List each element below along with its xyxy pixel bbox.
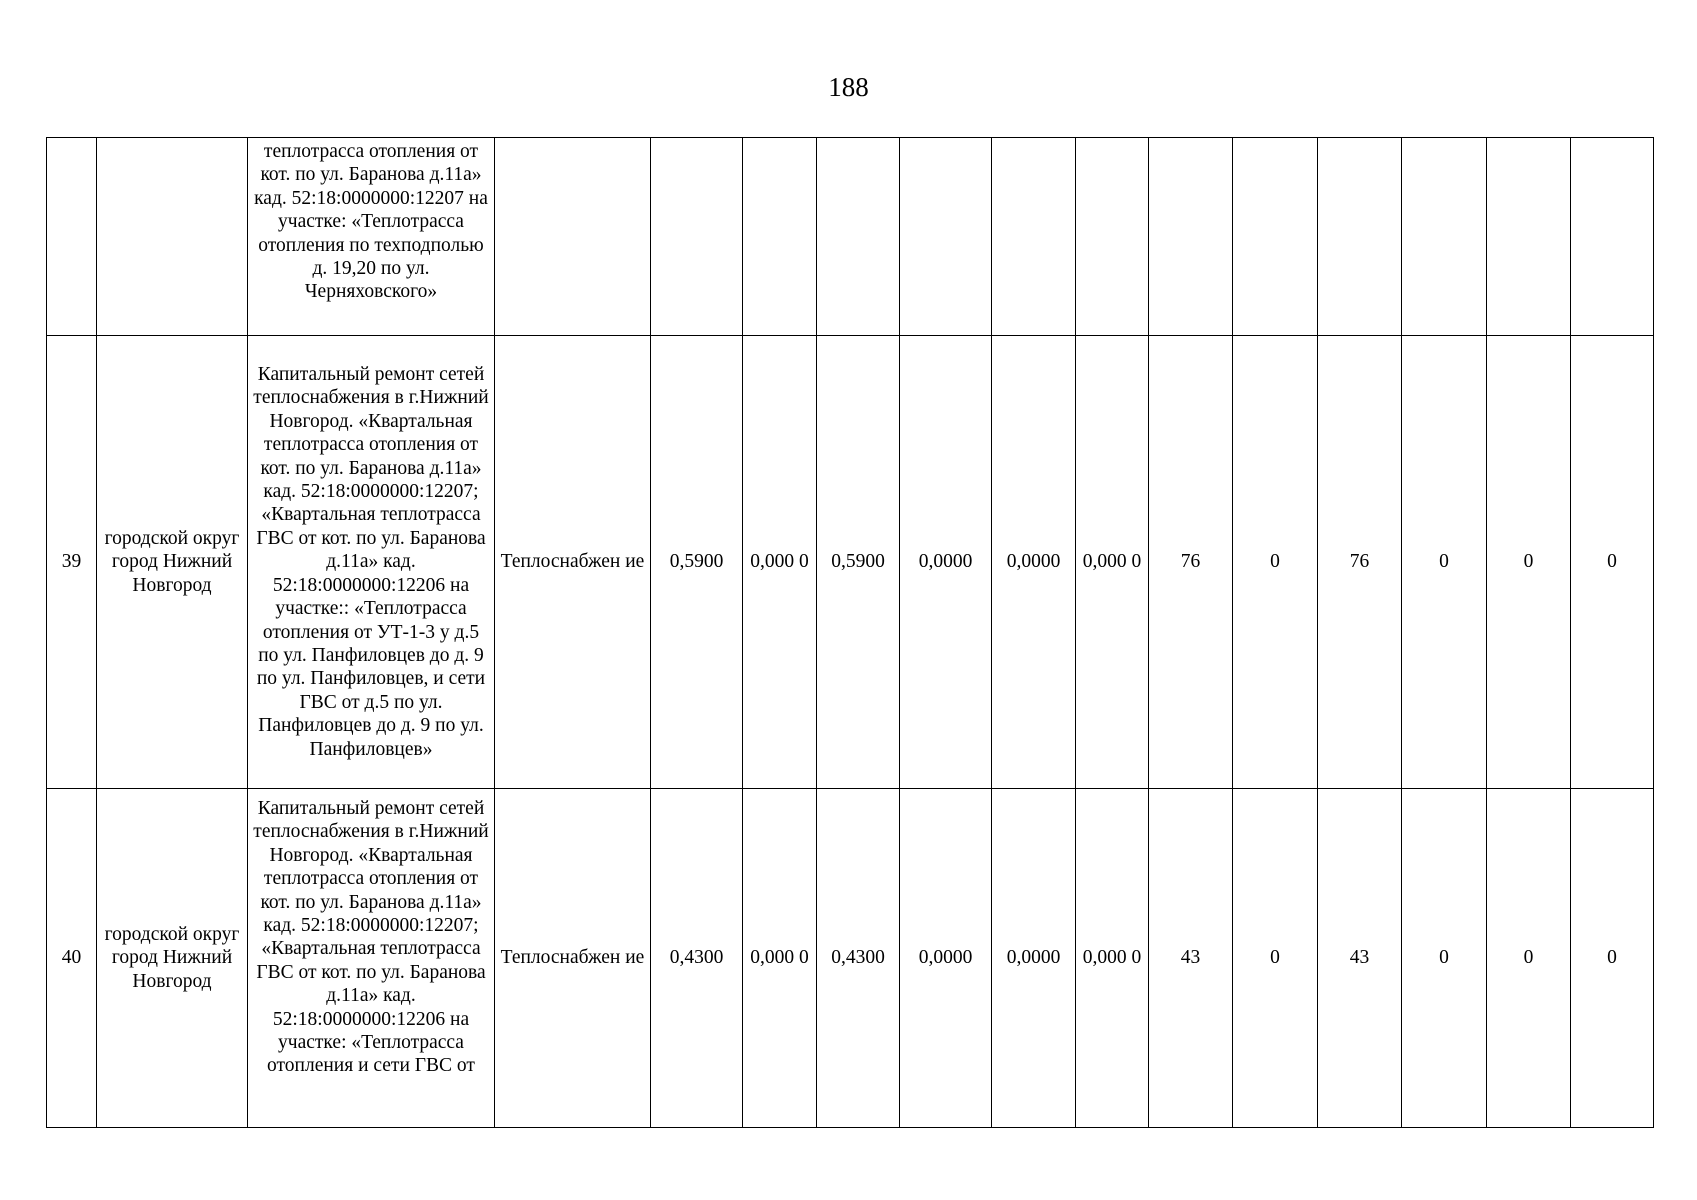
value-cell: 0,000 0 — [743, 336, 817, 789]
value-cell: 0 — [1402, 336, 1487, 789]
table-row — [47, 789, 1654, 1128]
value-cell: 0 — [1233, 789, 1318, 1128]
value-cell — [1318, 138, 1402, 336]
municipality-cell: городской округ город Нижний Новгород — [97, 336, 248, 789]
row-number-cell: 39 — [47, 336, 97, 789]
value-cell: 76 — [1149, 336, 1233, 789]
data-table — [46, 137, 1654, 1128]
value-cell: 43 — [1149, 789, 1233, 1128]
description-cell: теплотрасса отопления от кот. по ул. Баранова д.11а» кад. 52:18:0000000:12207 на участке: «Теплотрасса отопления по техподполью д. 19,20 по ул. Черняховского» — [248, 138, 495, 336]
resource-cell — [495, 138, 651, 336]
value-cell: 76 — [1318, 336, 1402, 789]
resource-cell: Теплоснабжен ие — [495, 789, 651, 1128]
resource-cell: Теплоснабжен ие — [495, 336, 651, 789]
value-cell — [900, 138, 992, 336]
value-cell — [1076, 138, 1149, 336]
value-cell — [1487, 138, 1571, 336]
value-cell — [1149, 138, 1233, 336]
value-cell — [651, 138, 743, 336]
value-cell: 0 — [1233, 336, 1318, 789]
municipality-cell — [97, 138, 248, 336]
table-row — [47, 336, 1654, 789]
value-cell: 0 — [1487, 336, 1571, 789]
value-cell: 0,5900 — [651, 336, 743, 789]
description-cell: Капитальный ремонт сетей теплоснабжения в г.Нижний Новгород. «Квартальная теплотрасса отопления от кот. по ул. Баранова д.11а» кад. 52:18:0000000:12207; «Квартальная теплотрасса ГВС от кот. по ул. Баранова д.11а» кад. 52:18:0000000:12206 на участке: «Теплотрасса отопления и сети ГВС от — [248, 789, 495, 1128]
row-number-cell — [47, 138, 97, 336]
value-cell — [992, 138, 1076, 336]
table-row — [47, 138, 1654, 336]
value-cell: 43 — [1318, 789, 1402, 1128]
value-cell: 0,0000 — [900, 336, 992, 789]
value-cell: 0 — [1487, 789, 1571, 1128]
value-cell: 0,000 0 — [1076, 336, 1149, 789]
value-cell: 0,4300 — [817, 789, 900, 1128]
value-cell: 0,4300 — [651, 789, 743, 1128]
value-cell: 0 — [1571, 336, 1654, 789]
description-cell: Капитальный ремонт сетей теплоснабжения в г.Нижний Новгород. «Квартальная теплотрасса отопления от кот. по ул. Баранова д.11а» кад. 52:18:0000000:12207; «Квартальная теплотрасса ГВС от кот. по ул. Баранова д.11а» кад. 52:18:0000000:12206 на участке:: «Теплотрасса отопления от УТ-1-3 у д.5 по ул. Панфиловцев до д. 9 по ул. Панфиловцев, и сети ГВС от д.5 по ул. Панфиловцев до д. 9 по ул. Панфиловцев» — [248, 336, 495, 789]
value-cell: 0,000 0 — [743, 789, 817, 1128]
value-cell — [1402, 138, 1487, 336]
value-cell: 0,000 0 — [1076, 789, 1149, 1128]
row-number-cell: 40 — [47, 789, 97, 1128]
value-cell: 0,0000 — [900, 789, 992, 1128]
value-cell: 0,0000 — [992, 789, 1076, 1128]
value-cell — [1233, 138, 1318, 336]
page-number: 188 — [828, 72, 869, 102]
value-cell: 0 — [1571, 789, 1654, 1128]
value-cell — [743, 138, 817, 336]
municipality-cell: городской округ город Нижний Новгород — [97, 789, 248, 1128]
value-cell: 0 — [1402, 789, 1487, 1128]
value-cell: 0,0000 — [992, 336, 1076, 789]
value-cell — [817, 138, 900, 336]
value-cell — [1571, 138, 1654, 336]
value-cell: 0,5900 — [817, 336, 900, 789]
